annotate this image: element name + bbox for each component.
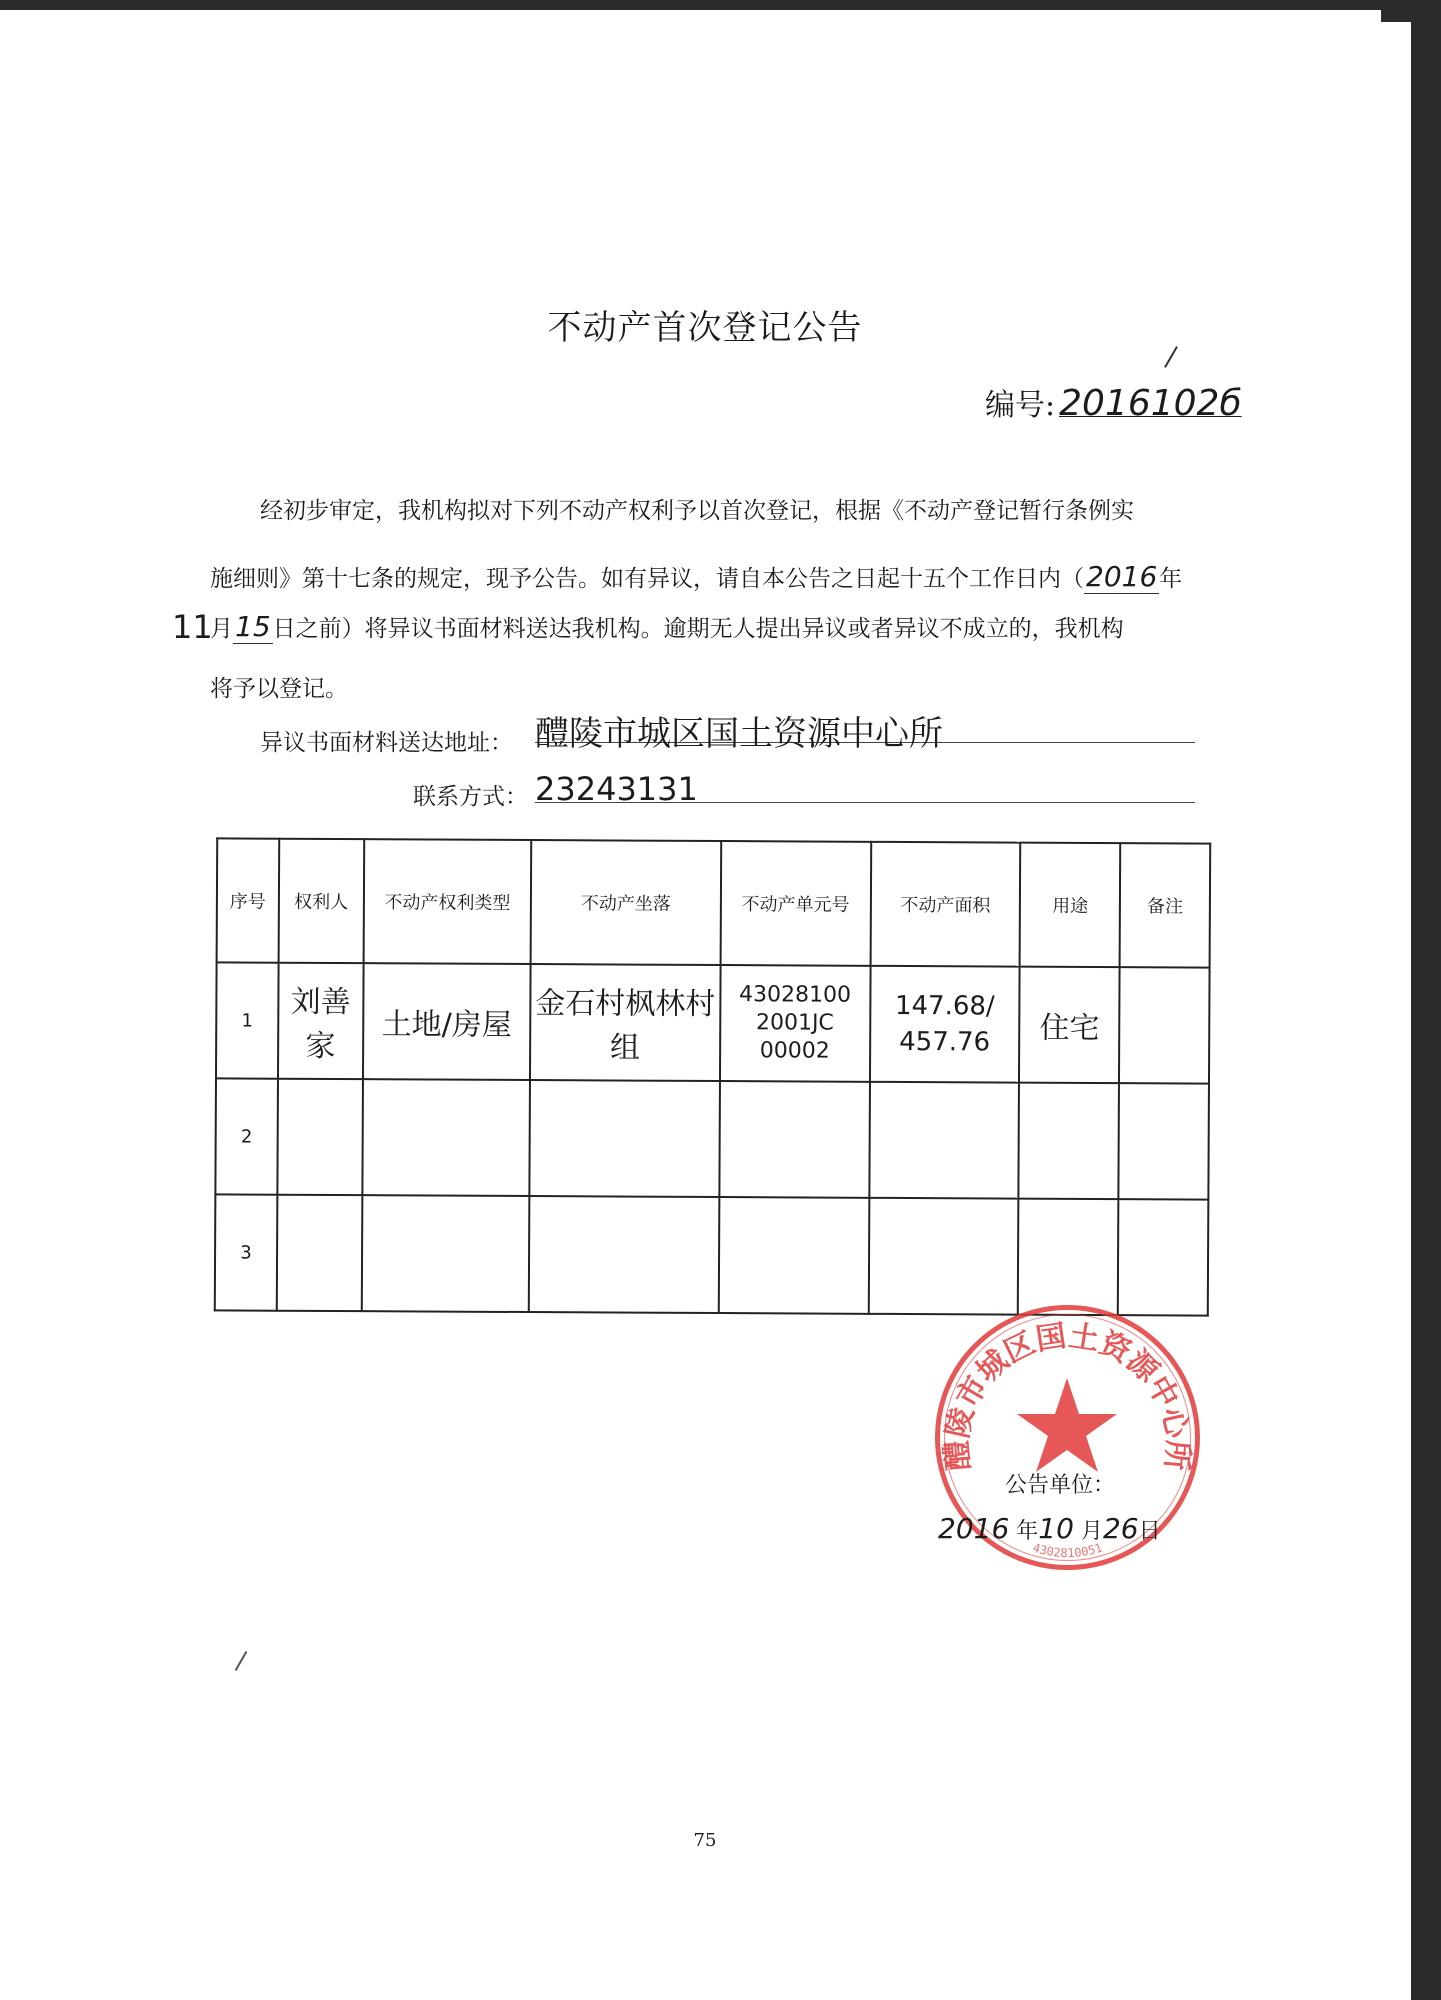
scan-border-notch: [1381, 0, 1411, 22]
row-use: [1018, 1199, 1118, 1316]
deadline-year: 2016: [1086, 560, 1158, 593]
deadline-month: 11: [172, 608, 213, 646]
row-unit-number: [720, 965, 870, 1082]
notice-line-4: 将予以登记。: [210, 676, 348, 702]
row-location: [530, 1080, 720, 1197]
seal-star-icon: [1017, 1378, 1117, 1472]
header-unit-number: 不动产单元号: [720, 841, 871, 966]
unit-number-line-2: 2001JC: [755, 1010, 834, 1036]
header-area: 不动产面积: [870, 842, 1020, 967]
row-unit-number: [718, 1197, 868, 1314]
header-holder: 权利人: [278, 839, 363, 963]
row-location: 金石村枫林村组: [530, 964, 720, 1081]
row-index: 3: [215, 1194, 277, 1310]
header-location: 不动产坐落: [531, 840, 721, 965]
table-header-row: [217, 838, 1211, 967]
row-area: [868, 1198, 1018, 1315]
document-number-label: 编号:: [985, 388, 1056, 423]
row-remark: [1119, 1083, 1209, 1199]
row-area: [870, 966, 1020, 1083]
area-line-1: 147.68/: [894, 990, 995, 1022]
notice-line-2: [210, 560, 1200, 596]
address-value: 醴陵市城区国土资源中心所: [535, 706, 1195, 743]
date-year: 2016: [938, 1512, 1010, 1545]
header-right-type: 不动产权利类型: [363, 839, 531, 964]
document-title: 不动产首次登记公告: [547, 308, 863, 348]
row-holder: [277, 1079, 362, 1195]
row-area: [869, 1082, 1019, 1199]
date-month: 10: [1038, 1512, 1074, 1545]
seal-text: 醴陵市城区国土资源中心所: [939, 1318, 1196, 1472]
row-holder: [277, 1195, 362, 1311]
row-unit-number: [719, 1081, 869, 1198]
row-index: 2: [215, 1078, 277, 1194]
scan-border-right: [1411, 0, 1441, 2000]
notice-month-suffix: 月: [210, 616, 233, 642]
notice-line-2-text: 施细则》第十七条的规定，现予公告。如有异议，请自本公告之日起十五个工作日内（: [210, 566, 1084, 592]
area-line-2: 457.76: [899, 1026, 991, 1058]
page-number: 75: [693, 1830, 717, 1851]
contact-label: 联系方式：: [413, 784, 528, 810]
notice-line-3: [210, 610, 1200, 646]
date-day-suffix: 日: [1138, 1519, 1161, 1544]
row-use: 住宅: [1019, 967, 1119, 1084]
registration-table: [214, 837, 1211, 1316]
notice-year-suffix: 年: [1159, 566, 1183, 592]
row-remark: [1119, 967, 1209, 1083]
date-year-suffix: 年: [1016, 1519, 1039, 1544]
contact-value: 23243131: [535, 770, 1195, 803]
row-holder: 刘善家: [278, 963, 363, 1079]
row-right-type: [361, 1195, 529, 1312]
header-index: 序号: [217, 838, 280, 962]
seal-code: 4302810051: [1031, 1540, 1104, 1561]
address-label: 异议书面材料送达地址：: [260, 730, 513, 756]
pen-mark: [235, 1651, 248, 1671]
row-index: 1: [216, 962, 278, 1078]
scan-border-top: [0, 0, 1441, 10]
notice-line-1: 经初步审定，我机构拟对下列不动产权利予以首次登记，根据《不动产登记暂行条例实: [260, 498, 1134, 524]
document-number: [985, 380, 1242, 424]
pen-tick-mark: [1164, 346, 1178, 368]
table-row: [215, 1078, 1209, 1199]
deadline-day: 15: [235, 610, 271, 643]
row-remark: [1118, 1199, 1208, 1315]
notice-line-3-text: 日之前）将异议书面材料送达我机构。逾期无人提出异议或者异议不成立的，我机构: [272, 616, 1124, 642]
publish-date: [938, 1512, 1161, 1545]
publisher-label: 公告单位：: [1005, 1473, 1116, 1498]
row-right-type: 土地/房屋: [363, 963, 531, 1080]
date-month-suffix: 月: [1080, 1519, 1103, 1544]
row-right-type: [362, 1079, 530, 1196]
document-number-value: 2016102б: [1059, 383, 1242, 424]
header-use: 用途: [1020, 843, 1120, 968]
table-row: [215, 1194, 1209, 1315]
row-use: [1019, 1083, 1119, 1200]
table-row: [216, 962, 1210, 1083]
unit-number-line-3: 00002: [759, 1038, 830, 1064]
header-remark: 备注: [1120, 843, 1210, 967]
date-day: 26: [1102, 1512, 1139, 1545]
row-location: [529, 1196, 719, 1313]
unit-number-line-1: 43028100: [738, 982, 852, 1008]
